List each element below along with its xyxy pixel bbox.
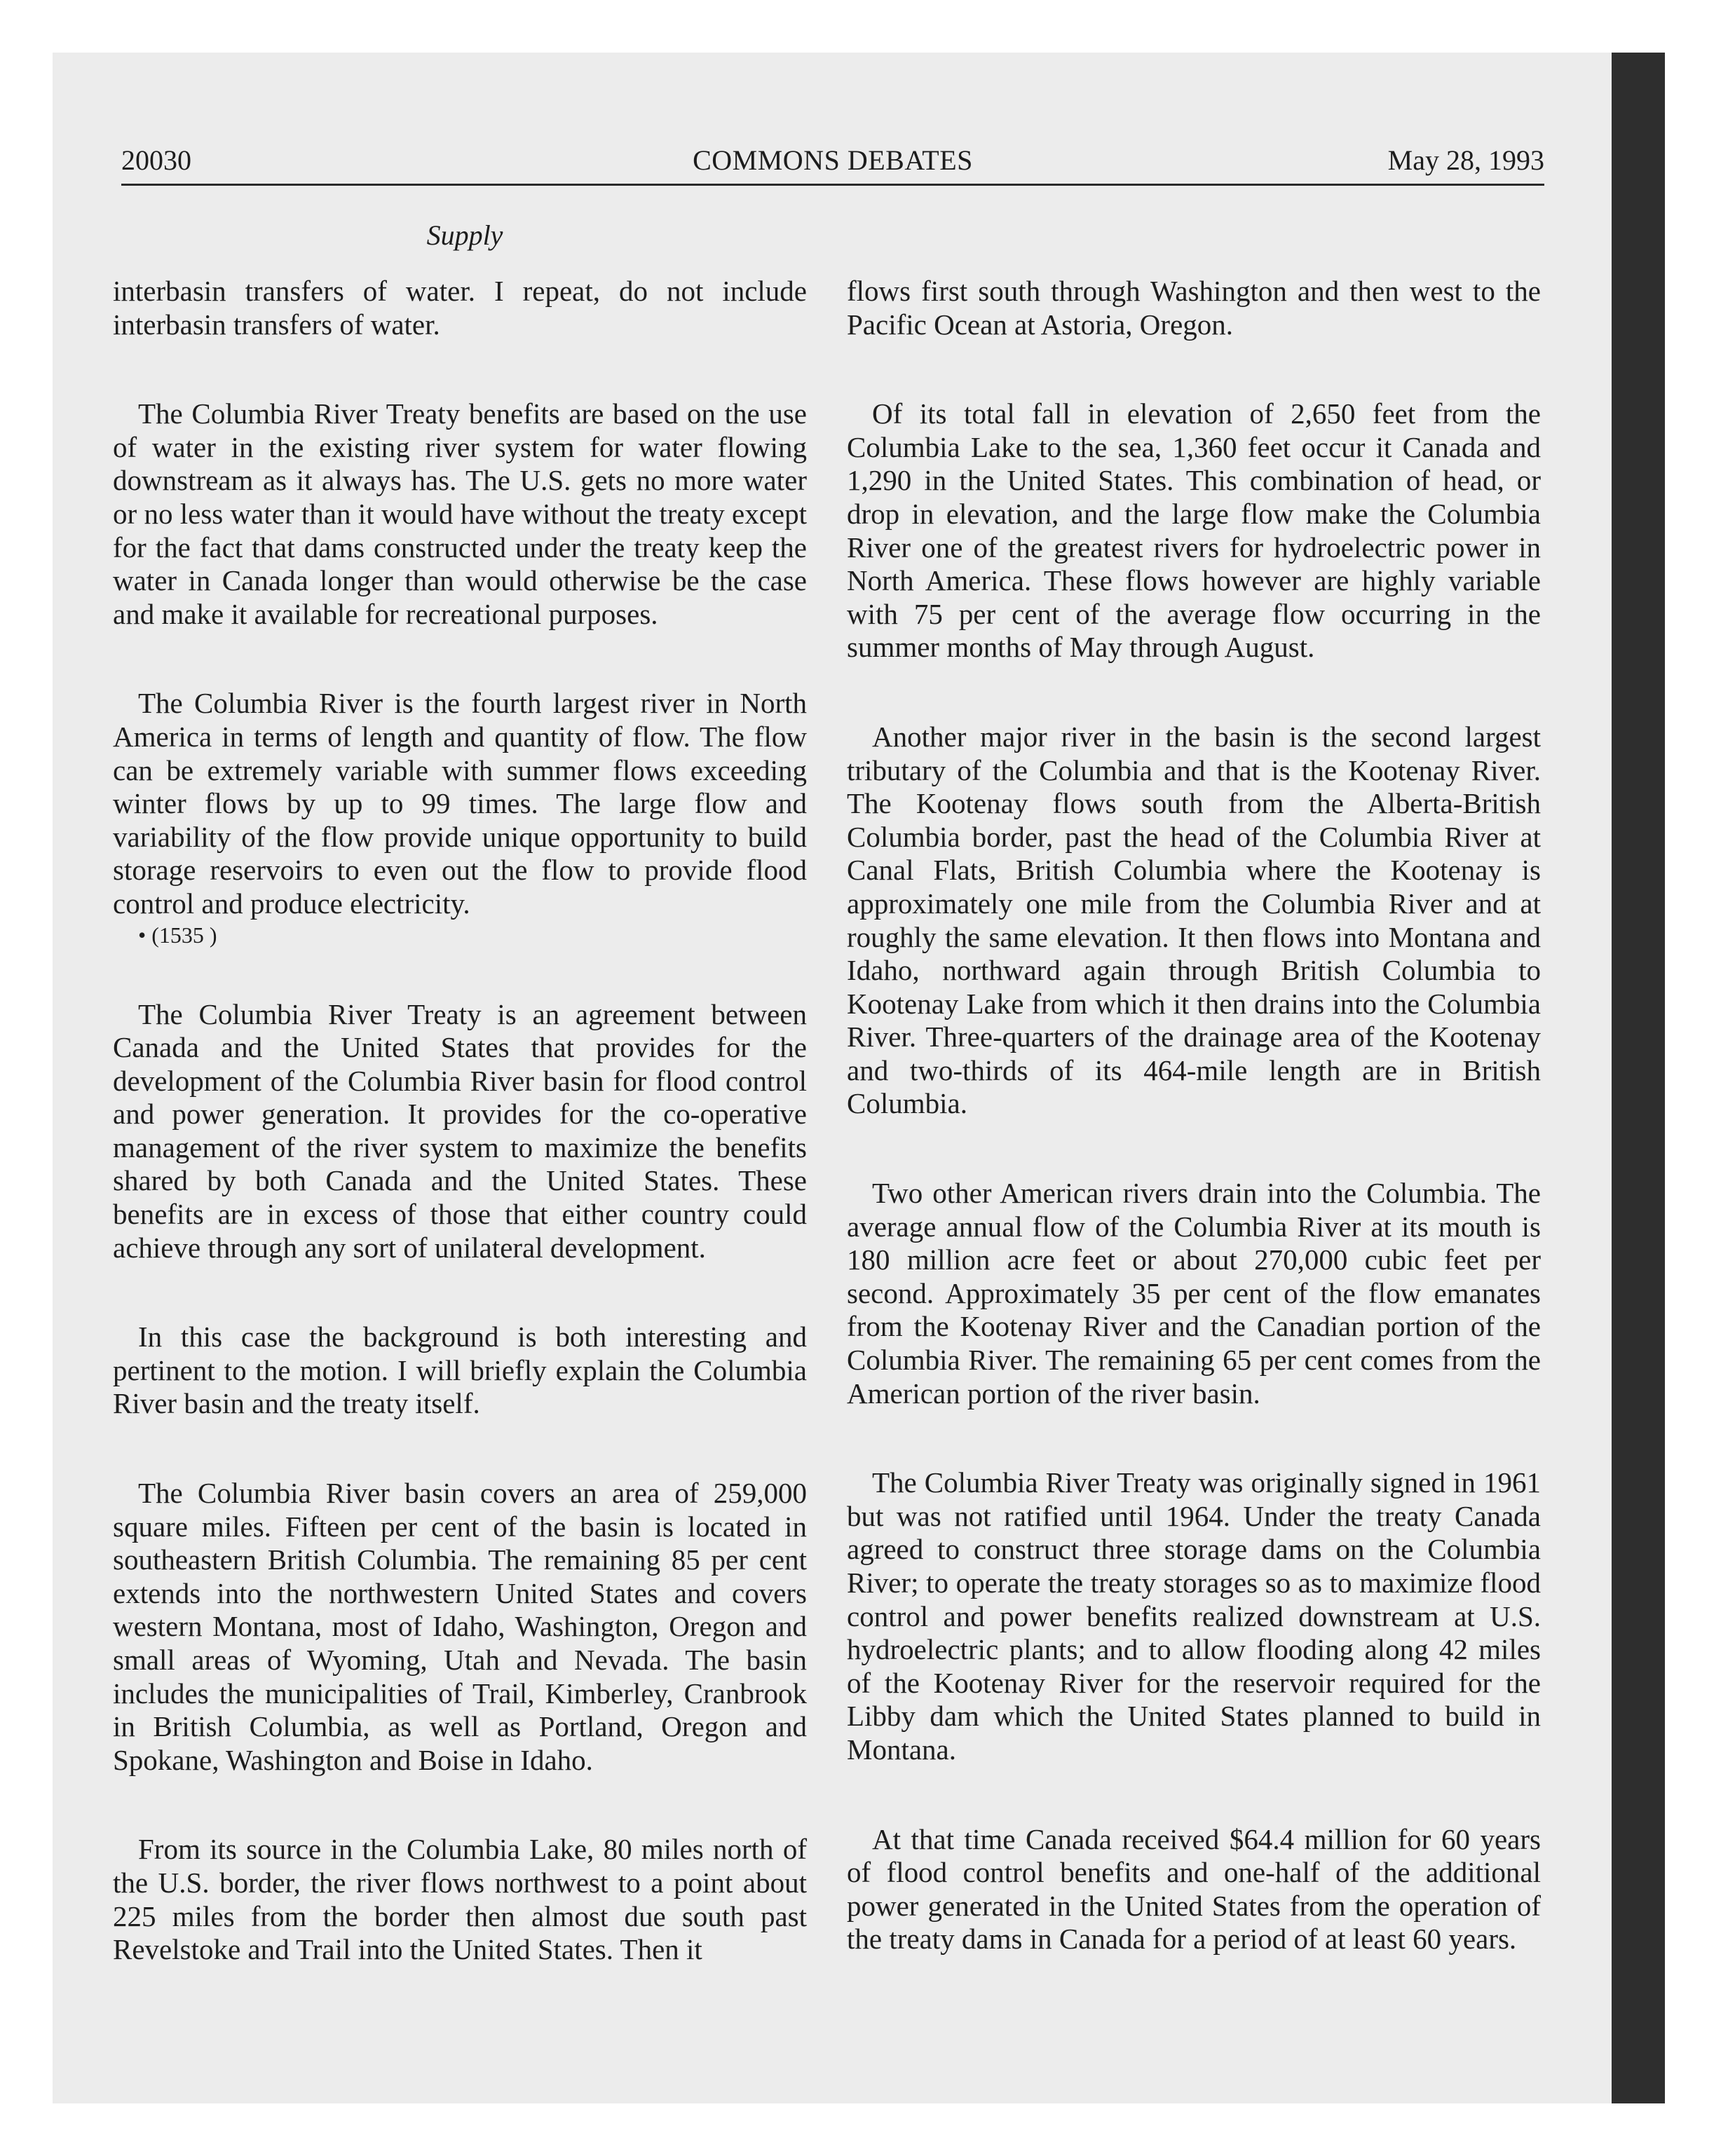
page-number: 20030: [121, 144, 191, 176]
paragraph: flows first south through Washington and then west to the Pacific Ocean at Astoria, Oregon.: [847, 275, 1541, 341]
left-column: [113, 275, 807, 1967]
publication-date: May 28, 1993: [1387, 144, 1544, 176]
paragraph: The Columbia River Treaty was originally signed in 1961 but was not ratified until 1964. Under the treaty Canada agreed to construct three storage dams on the Columbia River; to operate the treaty storages so as to maximize flood control and power benefits realized downstream at U.S. hydroelectric plants; and to allow flooding along 42 miles of the Kootenay River for the reservoir required for the Libby dam which the United States planned to build in Montana.: [847, 1466, 1541, 1766]
paragraph: Of its total fall in elevation of 2,650 feet from the Columbia Lake to the sea, 1,360 feet occur it Canada and 1,290 in the United States. This combination of head, or drop in elevation, and the large flow make the Columbia River one of the greatest rivers for hydroelectric power in North America. These flows however are highly variable with 75 per cent of the average flow occurring in the summer months of May through August.: [847, 397, 1541, 664]
paragraph: The Columbia River Treaty benefits are based on the use of water in the existing river system for water flowing downstream as it always has. The U.S. gets no more water or no less water than it would have without the treaty except for the fact that dams constructed under the treaty keep the water in Canada longer than would otherwise be the case and make it available for recreational purposes.: [113, 397, 807, 630]
paragraph: The Columbia River is the fourth largest river in North America in terms of length and quantity of flow. The flow can be extremely variable with summer flows exceeding winter flows by up to 99 times. The large flow and variability of the flow provide unique opportunity to build storage reservoirs to even out the flow to provide flood control and produce electricity.: [113, 687, 807, 920]
paragraph: Two other American rivers drain into the Columbia. The average annual flow of the Columbia River at its mouth is 180 million acre feet or about 270,000 cubic feet per second. Approximately 35 per cent of the flow emanates from the Kootenay River and the Canadian portion of the Columbia River. The remaining 65 per cent comes from the American portion of the river basin.: [847, 1177, 1541, 1410]
time-marker: • (1535 ): [138, 922, 217, 948]
paragraph: interbasin transfers of water. I repeat, do not include interbasin transfers of water.: [113, 275, 807, 341]
page-header: [121, 144, 1544, 186]
paragraph: The Columbia River basin covers an area of 259,000 square miles. Fifteen per cent of the basin is located in southeastern British Columbia. The remaining 85 per cent extends into the northwestern United States and covers western Montana, most of Idaho, Washington, Oregon and small areas of Wyoming, Utah and Nevada. The basin includes the municipalities of Trail, Kimberley, Cranbrook in British Columbia, as well as Portland, Oregon and Spokane, Washington and Boise in Idaho.: [113, 1477, 807, 1776]
paragraph: Another major river in the basin is the second largest tributary of the Columbia and that is the Kootenay River. The Kootenay flows south from the Alberta-British Columbia border, past the head of the Columbia River at Canal Flats, British Columbia where the Kootenay is approximately one mile from the Columbia River and at roughly the same elevation. It then flows into Montana and Idaho, northward again through British Columbia to Kootenay Lake from which it then drains into the Columbia River. Three-quarters of the drainage area of the Kootenay and two-thirds of its 464-mile length are in British Columbia.: [847, 720, 1541, 1120]
paragraph: At that time Canada received $64.4 million for 60 years of flood control benefits and one-half of the additional power generated in the United States from the operation of the treaty dams in Canada for a period of at least 60 years.: [847, 1822, 1541, 1956]
paragraph: The Columbia River Treaty is an agreement between Canada and the United States that provides for the development of the Columbia River basin for flood control and power generation. It provides for the co-operative management of the river system to maximize the benefits shared by both Canada and the United States. These benefits are in excess of those that either country could achieve through any sort of unilateral development.: [113, 997, 807, 1264]
section-heading: Supply: [426, 219, 503, 251]
right-column: [847, 275, 1541, 1956]
header-rule: [121, 184, 1544, 186]
paragraph: From its source in the Columbia Lake, 80 miles north of the U.S. border, the river flows northwest to a point about 225 miles from the border then almost due south past Revelstoke and Trail into the United States. Then it: [113, 1833, 807, 1966]
publication-title: COMMONS DEBATES: [693, 144, 973, 176]
scan-edge-shadow: [1612, 53, 1665, 2103]
paragraph: In this case the background is both interesting and pertinent to the motion. I will briefly explain the Columbia River basin and the treaty itself.: [113, 1321, 807, 1420]
